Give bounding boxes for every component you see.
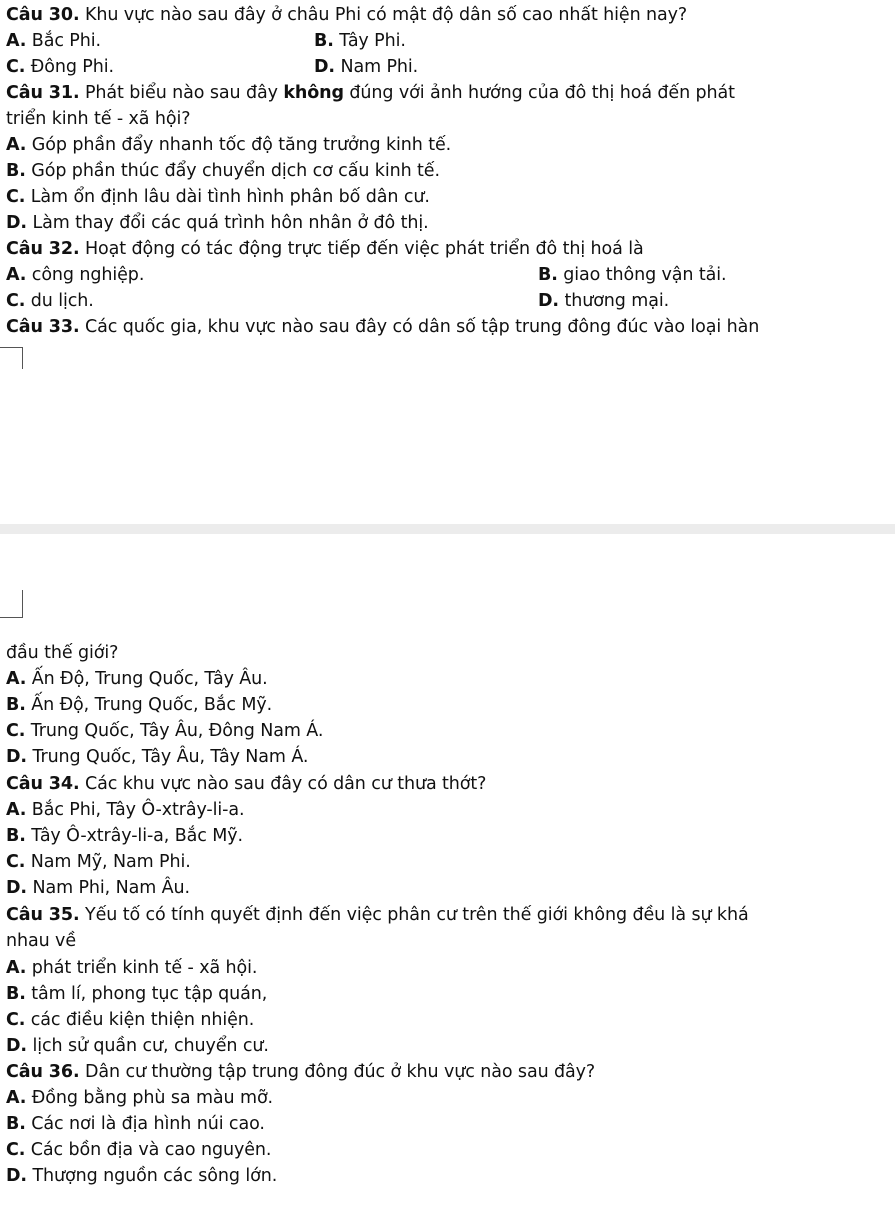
q32-option-a-label: A.: [6, 265, 27, 285]
q32-option-c: [6, 291, 94, 311]
q33-option-d-text: Trung Quốc, Tây Âu, Tây Nam Á.: [32, 747, 309, 767]
page-corner-mark-top-vertical: [22, 347, 23, 369]
q35-option-b: [6, 981, 267, 1007]
q36-option-b-text: Các nơi là địa hình núi cao.: [31, 1114, 265, 1134]
q33-option-c-label: C.: [6, 721, 26, 741]
q32-stem: [6, 236, 644, 262]
q31-option-d-text: Làm thay đổi các quá trình hôn nhân ở đô thị.: [32, 213, 429, 233]
q34-label: Câu 34.: [6, 774, 80, 794]
q33-option-a: [6, 666, 268, 692]
q33-option-b-text: Ấn Độ, Trung Quốc, Bắc Mỹ.: [31, 695, 273, 715]
page-corner-mark-bottom: [0, 617, 22, 618]
q32-text: Hoạt động có tác động trực tiếp đến việc phát triển đô thị hoá là: [84, 239, 644, 259]
q31-option-b-label: B.: [6, 161, 26, 181]
q36-option-a-label: A.: [6, 1088, 27, 1108]
q32-option-d-label: D.: [538, 291, 559, 311]
q35-option-c: [6, 1007, 254, 1033]
q30-option-d-text: Nam Phi.: [340, 57, 419, 77]
q33-text: Các quốc gia, khu vực nào sau đây có dân số tập trung đông đúc vào loại hàn: [84, 317, 760, 337]
q33-option-d: [6, 744, 308, 770]
q34-option-a-text: Bắc Phi, Tây Ô-xtrây-li-a.: [31, 800, 245, 820]
q36-option-b: [6, 1111, 265, 1137]
q32-option-d-text: thương mại.: [564, 291, 670, 311]
q35-stem-line2: nhau về: [6, 931, 76, 951]
q30-stem: [6, 2, 687, 28]
q31-option-b: [6, 158, 440, 184]
q33-option-a-text: Ấn Độ, Trung Quốc, Tây Âu.: [31, 669, 268, 689]
q31-stem: [6, 80, 735, 106]
q31-option-d-label: D.: [6, 213, 27, 233]
q36-option-d-text: Thượng nguồn các sông lớn.: [32, 1166, 278, 1186]
q35-label: Câu 35.: [6, 905, 80, 925]
q32-option-c-text: du lịch.: [30, 291, 94, 311]
q35-option-d: [6, 1033, 269, 1059]
q35-option-c-label: C.: [6, 1010, 26, 1030]
q32-option-c-label: C.: [6, 291, 26, 311]
q36-text: Dân cư thường tập trung đông đúc ở khu vực nào sau đây?: [84, 1062, 596, 1082]
q34-option-c: [6, 849, 191, 875]
q30-option-c-text: Đông Phi.: [30, 57, 114, 77]
q33-option-b-label: B.: [6, 695, 26, 715]
q30-option-d-label: D.: [314, 57, 335, 77]
q30-option-a-text: Bắc Phi.: [31, 31, 101, 51]
q34-option-b: [6, 823, 243, 849]
q33-option-c: [6, 718, 323, 744]
q33-stem-cont: đầu thế giới?: [6, 643, 119, 663]
q30-options-cd: [6, 54, 419, 80]
q35-option-b-text: tâm lí, phong tục tập quán,: [31, 984, 268, 1004]
q35-text: Yếu tố có tính quyết định đến việc phân cư trên thế giới không đều là sự khá: [84, 905, 749, 925]
q31-option-d: [6, 210, 429, 236]
q30-option-b-label: B.: [314, 31, 334, 51]
q33-option-d-label: D.: [6, 747, 27, 767]
q31-emphasis: không: [283, 83, 344, 103]
q31-text-1: Phát biểu nào sau đây: [84, 83, 278, 103]
q34-option-b-text: Tây Ô-xtrây-li-a, Bắc Mỹ.: [31, 826, 243, 846]
q35-option-a-label: A.: [6, 958, 27, 978]
q31-stem-line2: triển kinh tế - xã hội?: [6, 109, 191, 129]
q36-option-a: [6, 1085, 273, 1111]
q31-text-2: đúng với ảnh hướng của đô thị hoá đến phát: [349, 83, 735, 103]
q30-option-a-label: A.: [6, 31, 27, 51]
q35-option-c-text: các điều kiện thiện nhiện.: [30, 1010, 255, 1030]
q36-option-c-label: C.: [6, 1140, 26, 1160]
q36-label: Câu 36.: [6, 1062, 80, 1082]
q34-option-b-label: B.: [6, 826, 26, 846]
q31-option-b-text: Góp phần thúc đẩy chuyển dịch cơ cấu kinh tế.: [31, 161, 440, 181]
q30-option-c: [6, 57, 114, 77]
q32-options-ab: [6, 262, 727, 288]
q33-option-a-label: A.: [6, 669, 27, 689]
q36-option-c-text: Các bồn địa và cao nguyên.: [30, 1140, 272, 1160]
q30-label: Câu 30.: [6, 5, 80, 25]
q32-option-d: [538, 288, 669, 314]
q33-stem: [6, 314, 759, 340]
q34-option-d-text: Nam Phi, Nam Âu.: [32, 878, 190, 898]
page-corner-mark-top: [0, 347, 22, 348]
q34-option-a: [6, 797, 244, 823]
q30-option-a: [6, 31, 101, 51]
q31-option-a-label: A.: [6, 135, 27, 155]
q34-text: Các khu vực nào sau đây có dân cư thưa thớt?: [84, 774, 487, 794]
q35-option-a-text: phát triển kinh tế - xã hội.: [31, 958, 258, 978]
q34-option-c-label: C.: [6, 852, 26, 872]
q36-option-c: [6, 1137, 271, 1163]
q31-label: Câu 31.: [6, 83, 80, 103]
q31-option-a-text: Góp phần đẩy nhanh tốc độ tăng trưởng kinh tế.: [31, 135, 452, 155]
q36-option-d-label: D.: [6, 1166, 27, 1186]
q32-option-b-label: B.: [538, 265, 558, 285]
q36-stem: [6, 1059, 595, 1085]
q34-option-d: [6, 875, 190, 901]
q36-option-b-label: B.: [6, 1114, 26, 1134]
q31-option-c-text: Làm ổn định lâu dài tình hình phân bố dân cư.: [30, 187, 430, 207]
q31-option-c-label: C.: [6, 187, 26, 207]
q30-option-c-label: C.: [6, 57, 26, 77]
q31-option-c: [6, 184, 430, 210]
q32-option-a: [6, 265, 144, 285]
q36-option-a-text: Đồng bằng phù sa màu mỡ.: [31, 1088, 274, 1108]
q35-option-a: [6, 955, 257, 981]
page-break-gap: [0, 524, 895, 534]
q30-options-ab: [6, 28, 406, 54]
q36-option-d: [6, 1163, 277, 1189]
q35-stem: [6, 902, 749, 928]
q32-options-cd: [6, 288, 670, 314]
page-corner-mark-bottom-vertical: [22, 590, 23, 618]
q30-option-b-text: Tây Phi.: [339, 31, 406, 51]
q34-stem: [6, 771, 486, 797]
q30-option-b: [314, 28, 406, 54]
q35-option-b-label: B.: [6, 984, 26, 1004]
q30-option-d: [314, 54, 418, 80]
q34-option-a-label: A.: [6, 800, 27, 820]
q33-label: Câu 33.: [6, 317, 80, 337]
q35-option-d-text: lịch sử quần cư, chuyển cư.: [32, 1036, 269, 1056]
q33-option-b: [6, 692, 272, 718]
q33-option-c-text: Trung Quốc, Tây Âu, Đông Nam Á.: [30, 721, 324, 741]
q31-option-a: [6, 132, 451, 158]
q32-option-b: [538, 262, 727, 288]
q35-option-d-label: D.: [6, 1036, 27, 1056]
q34-option-c-text: Nam Mỹ, Nam Phi.: [30, 852, 191, 872]
q30-text: Khu vực nào sau đây ở châu Phi có mật độ dân số cao nhất hiện nay?: [84, 5, 688, 25]
q34-option-d-label: D.: [6, 878, 27, 898]
q32-option-b-text: giao thông vận tải.: [563, 265, 727, 285]
q32-option-a-text: công nghiệp.: [31, 265, 145, 285]
q32-label: Câu 32.: [6, 239, 80, 259]
